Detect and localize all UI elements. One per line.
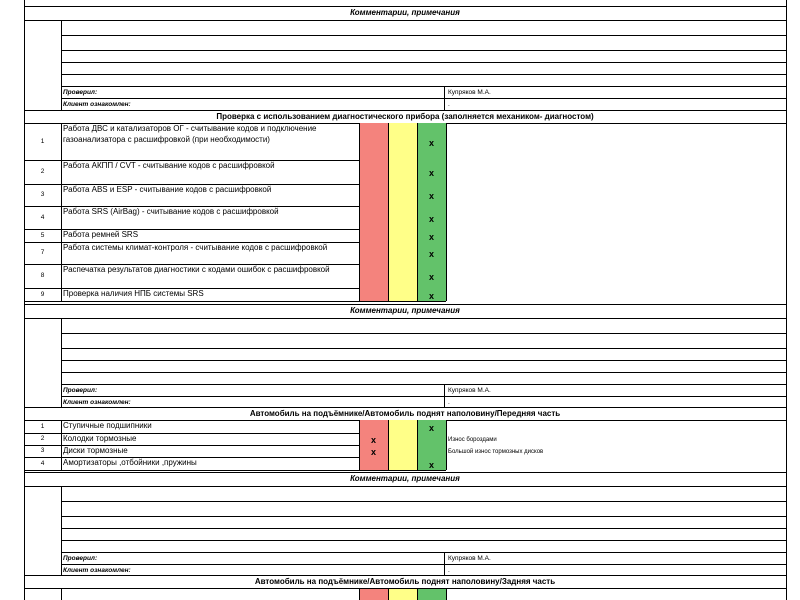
- diag-table-row-6-mark: x: [428, 272, 434, 282]
- comments-1-rule-3: [61, 74, 786, 75]
- diag-table-col-line-1: [359, 123, 360, 301]
- diag-table-col-line-4: [446, 123, 447, 301]
- comments-2-left-border: [61, 318, 62, 408]
- diag-table-row-7-number: 9: [40, 290, 45, 298]
- front-table-row-0-yellow: [388, 420, 417, 433]
- diag-table-col-line-2: [388, 123, 389, 301]
- diag-table-row-7-yellow: [388, 288, 417, 301]
- diag-table-row-2-label: Работа ABS и ESP - считывание кодов с расшифровкой: [63, 185, 272, 194]
- comments-3-title-line: [24, 486, 786, 487]
- front-table-row-3-red: [359, 457, 388, 470]
- front-table-row-3-mark: x: [428, 459, 434, 470]
- comments-1-rule-0: [61, 35, 786, 36]
- diag-table-row-6-red: [359, 264, 388, 288]
- diag-table-row-2-number: 3: [40, 191, 45, 198]
- diag-table-row-0-label: Работа ДВС и катализаторов ОГ - считывание кодов и подключение газоанализатора с расшифровкой (при необходимости): [63, 124, 317, 144]
- front-table-row-0-label: Ступичные подшипники: [63, 421, 152, 430]
- rear-col-line-2: [388, 588, 389, 600]
- diag-table-row-4-red: [359, 229, 388, 242]
- front-table-row-1-yellow: [388, 433, 417, 445]
- diag-table-row-7-mark: x: [428, 290, 434, 301]
- diag-table-row-4-yellow: [388, 229, 417, 242]
- diag-table-row-4-mark: x: [428, 231, 434, 242]
- front-table-col-line-0: [61, 420, 62, 470]
- comments-3-left-border: [61, 486, 62, 576]
- comments-2-title: Комментарии, примечания: [350, 306, 460, 315]
- front-table-row-2-green: [417, 445, 446, 457]
- sheet-left-border: [24, 0, 25, 600]
- comments-2-rule-0: [61, 333, 786, 334]
- front-table-row-2-number: 3: [40, 447, 45, 454]
- front-table-row-1-number: 2: [40, 435, 45, 442]
- comments-1-rule-2: [61, 62, 786, 63]
- comments-3-title: Комментарии, примечания: [350, 474, 460, 483]
- front-table-col-line-2: [388, 420, 389, 470]
- comments-2-client-value: .: [448, 399, 450, 406]
- front-table-row-3-label: Амортизаторы ,отбойники ,пружины: [63, 458, 197, 467]
- front-table-row-0-red: [359, 420, 388, 433]
- comments-3-checked-label: Проверил:: [63, 555, 98, 562]
- comments-3-top-line: [24, 472, 786, 473]
- comments-3-client-label: Клиент ознакомлен:: [63, 567, 131, 574]
- diag-table-row-2-yellow: [388, 184, 417, 206]
- rear-red: [359, 589, 388, 600]
- front-table-row-1-label: Колодки тормозные: [63, 434, 137, 443]
- comments-3-rule-3: [61, 540, 786, 541]
- comments-1-title: Комментарии, примечания: [350, 8, 460, 17]
- comments-2-rule-1: [61, 348, 786, 349]
- diag-table-col-line-3: [417, 123, 418, 301]
- comments-2-sig-divider: [444, 384, 445, 408]
- rear-col-line-4: [446, 588, 447, 600]
- front-table-row-3-number: 4: [40, 459, 45, 467]
- front-table-row-2-label: Диски тормозные: [63, 446, 128, 455]
- diag-table-row-3-red: [359, 206, 388, 229]
- rear-title: Автомобиль на подъёмнике/Автомобиль поднят наполовину/Задняя часть: [254, 577, 556, 586]
- comments-2-rule-2: [61, 360, 786, 361]
- diag-table-row-6-label: Распечатка результатов диагностики с кодами ошибок с расшифровкой: [63, 265, 330, 274]
- comments-1-checked-value: Купряков М.А.: [448, 89, 491, 96]
- inspection-sheet: [24, 0, 786, 600]
- diag-table-top-line: [24, 110, 786, 111]
- diag-table-row-1-red: [359, 160, 388, 184]
- diag-table-row-4-number: 5: [40, 231, 45, 239]
- rear-green: [417, 589, 446, 600]
- comments-2-client-label: Клиент ознакомлен:: [63, 399, 131, 406]
- comments-3-rule-1: [61, 516, 786, 517]
- front-table-row-0-number: 1: [40, 422, 45, 430]
- front-table-row-3-yellow: [388, 457, 417, 470]
- rear-col-line-3: [417, 588, 418, 600]
- diag-table-row-3-number: 4: [40, 213, 45, 221]
- diag-table-row-4-label: Работа ремней SRS: [63, 230, 139, 239]
- front-table-row-line-3: [24, 470, 446, 471]
- diag-table-row-line-7: [24, 301, 446, 302]
- comments-2-rule-4: [61, 384, 786, 385]
- rear-yellow: [388, 589, 417, 600]
- comments-1-left-border: [61, 20, 62, 110]
- front-table-row-1-mark: x: [370, 435, 376, 445]
- diag-table-title: Проверка с использованием диагностического прибора (заполняется механиком- диагностом): [216, 112, 594, 121]
- rear-col-line-0: [61, 588, 62, 600]
- diag-table-row-5-yellow: [388, 242, 417, 264]
- diag-table-row-0-red: [359, 123, 388, 160]
- front-table-col-line-4: [446, 420, 447, 470]
- diag-table-row-2-mark: x: [428, 191, 434, 201]
- comments-1-sig-line: [61, 98, 786, 99]
- front-table-row-1-green: [417, 433, 446, 445]
- comments-3-rule-2: [61, 528, 786, 529]
- diag-table-row-3-label: Работа SRS (AirBag) - считывание кодов с расшифровкой: [63, 207, 279, 216]
- comments-1-checked-label: Проверил:: [63, 89, 98, 96]
- diag-table-row-1-label: Работа АКПП / CVT - считывание кодов с расшифровкой: [63, 161, 275, 170]
- comments-3-checked-value: Купряков М.А.: [448, 555, 491, 562]
- comments-2-checked-value: Купряков М.А.: [448, 387, 491, 394]
- diag-table-row-7-red: [359, 288, 388, 301]
- comments-1-client-value: .: [448, 101, 450, 108]
- front-table-title: Автомобиль на подъёмнике/Автомобиль поднят наполовину/Передняя часть: [249, 409, 561, 418]
- diag-table-row-1-mark: x: [428, 168, 434, 178]
- front-table-row-2-mark: x: [370, 447, 376, 457]
- comments-3-rule-0: [61, 501, 786, 502]
- diag-table-row-1-yellow: [388, 160, 417, 184]
- diag-table-row-6-number: 8: [40, 272, 45, 279]
- comments-2-checked-label: Проверил:: [63, 387, 98, 394]
- comments-3-rule-4: [61, 552, 786, 553]
- diag-table-row-5-red: [359, 242, 388, 264]
- diag-table-row-0-mark: x: [428, 137, 434, 148]
- diag-table-row-5-label: Работа системы климат-контроля - считывание кодов с расшифровкой: [63, 243, 328, 252]
- diag-table-row-0-yellow: [388, 123, 417, 160]
- comments-1-rule-1: [61, 50, 786, 51]
- diag-table-row-7-label: Проверка наличия НПБ системы SRS: [63, 289, 204, 298]
- comments-2-rule-3: [61, 372, 786, 373]
- front-table-row-2-yellow: [388, 445, 417, 457]
- diag-table-row-6-yellow: [388, 264, 417, 288]
- front-table-col-line-1: [359, 420, 360, 470]
- comments-1-title-line: [24, 20, 786, 21]
- diag-table-row-2-red: [359, 184, 388, 206]
- comments-2-sig-line: [61, 396, 786, 397]
- comments-1-rule-4: [61, 86, 786, 87]
- comments-1-sig-divider: [444, 86, 445, 110]
- comments-2-top-line: [24, 304, 786, 305]
- comments-1-client-label: Клиент ознакомлен:: [63, 101, 131, 108]
- diag-table-row-3-mark: x: [428, 213, 434, 224]
- front-table-row-2-note: Большой износ тормозных дисков: [448, 449, 544, 455]
- sheet-right-border: [786, 0, 787, 600]
- comments-2-title-line: [24, 318, 786, 319]
- front-table-row-1-note: Износ бороздами: [448, 437, 497, 443]
- diag-table-col-line-0: [61, 123, 62, 301]
- comments-3-client-value: .: [448, 567, 450, 574]
- diag-table-row-5-mark: x: [428, 249, 434, 259]
- comments-1-top-line: [24, 6, 786, 7]
- front-table-row-0-mark: x: [428, 422, 434, 433]
- front-table-col-line-3: [417, 420, 418, 470]
- comments-3-sig-divider: [444, 552, 445, 576]
- comments-3-sig-line: [61, 564, 786, 565]
- rear-col-line-1: [359, 588, 360, 600]
- diag-table-row-3-yellow: [388, 206, 417, 229]
- diag-table-row-5-number: 7: [40, 249, 45, 256]
- diag-table-row-1-number: 2: [40, 168, 45, 175]
- rear-top-line: [24, 575, 786, 576]
- front-table-top-line: [24, 407, 786, 408]
- diag-table-row-0-number: 1: [40, 137, 45, 145]
